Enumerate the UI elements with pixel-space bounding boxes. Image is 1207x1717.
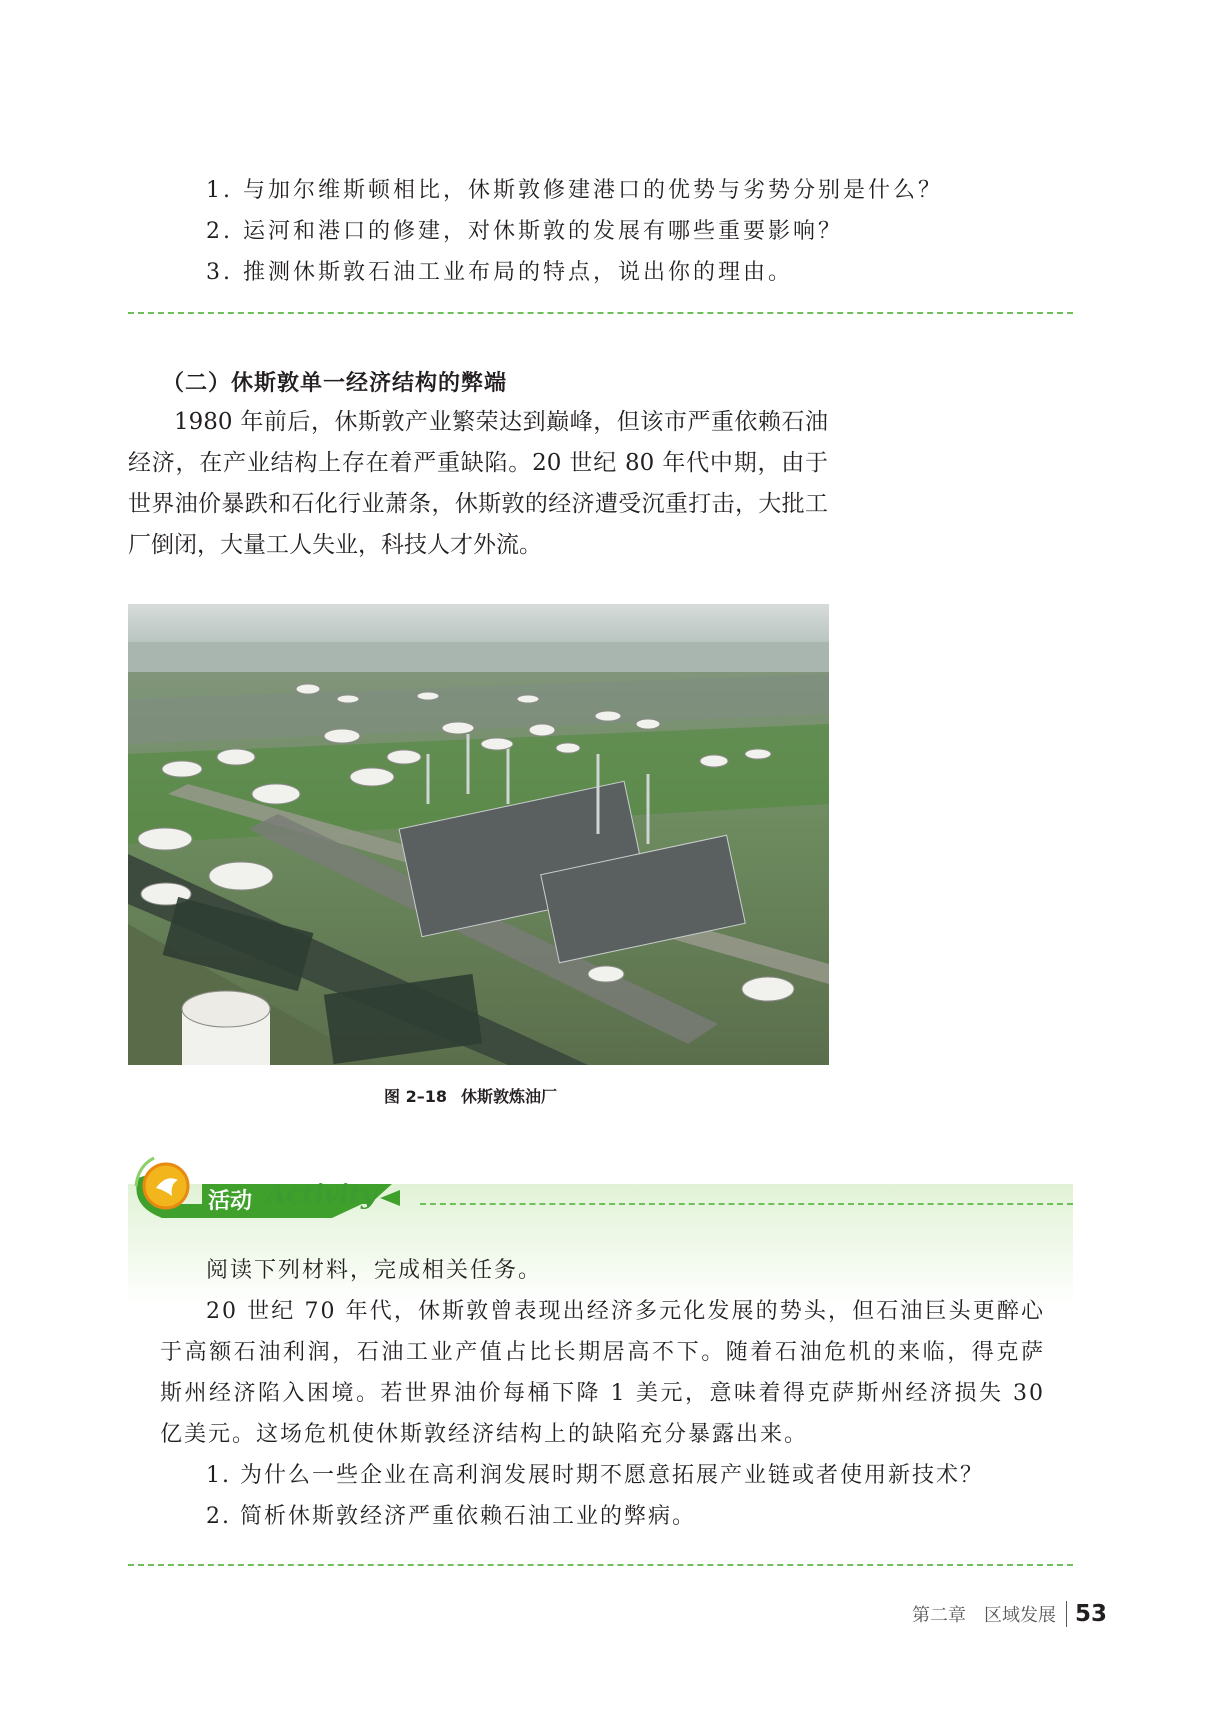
dashed-divider [128,312,1073,314]
page-number: 53 [1075,1601,1108,1627]
activity-title-english: Activity [266,1180,376,1210]
chapter-label: 第二章 区域发展 [912,1605,1056,1626]
refinery-photo [128,604,829,1065]
question-item: 2. 运河和港口的修建，对休斯敦的发展有哪些重要影响？ [206,219,843,244]
activity-body [160,1250,1045,1537]
activity-title: 活动 [208,1189,253,1214]
activity-header-dashed-line [420,1203,1073,1205]
section-paragraph: 1980 年前后，休斯敦产业繁荣达到巅峰，但该市严重依赖石油经济，在产业结构上存在着严重缺陷。20 世纪 80 年代中期，由于世界油价暴跌和石化行业萧条，休斯敦的经济遭受沉重打击，大批工厂倒闭，大量工人失业，科技人才外流。 [128,409,828,558]
activity-task: 2. 简析休斯敦经济严重依赖石油工业的弊病。 [206,1504,696,1529]
figure-number: 图 2–18 [384,1087,447,1106]
footer-separator [1066,1601,1067,1627]
activity-intro: 阅读下列材料，完成相关任务。 [206,1258,543,1283]
figure-caption [384,1084,571,1107]
section-title: （二）休斯敦单一经济结构的弊端 [162,371,508,396]
activity-material: 20 世纪 70 年代，休斯敦曾表现出经济多元化发展的势头，但石油巨头更醉心于高额石油利润，石油工业产值占比长期居高不下。随着石油危机的来临，得克萨斯州经济陷入困境。若世界油价每桶下降 1 美元，意味着得克萨斯州经济损失 30 亿美元。这场危机使休斯敦经济结构上的缺陷充分暴露出来。 [160,1299,1045,1447]
question-item: 3. 推测休斯敦石油工业布局的特点，说出你的理由。 [206,260,793,285]
activity-task: 1. 为什么一些企业在高利润发展时期不愿意拓展产业链或者使用新技术？ [206,1463,984,1488]
page-footer [912,1601,1107,1627]
question-item: 1. 与加尔维斯顿相比，休斯敦修建港口的优势与劣势分别是什么？ [206,178,943,203]
dashed-divider [128,1564,1073,1566]
question-list-top [206,170,1106,293]
figure-title: 休斯敦炼油厂 [460,1087,557,1106]
